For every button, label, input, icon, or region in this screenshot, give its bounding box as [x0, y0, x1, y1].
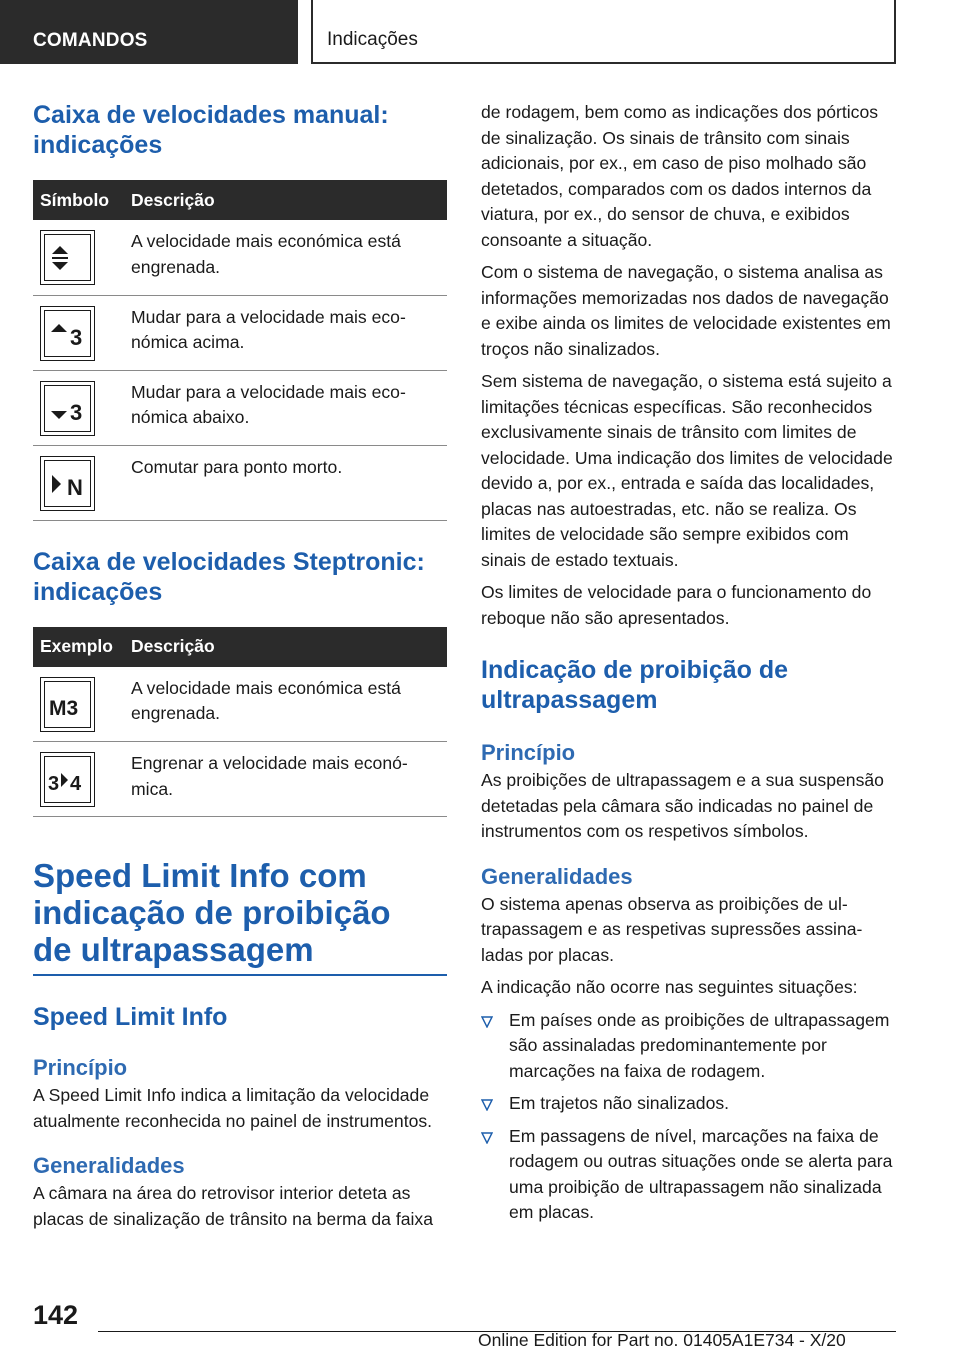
- shift-to-neutral-icon: [40, 456, 95, 511]
- general-text-no-navigation: Sem sistema de navegação, o sistema está sujeito a limitações técnicas específicas. São reconhecidos exclusivamente sinais de trânsito com limites de velocidade. Uma indicação dos limites de velocidade devido a, por ex., entrada e saída das localidades, placas nas autoestradas, etc. não se realiza. Os limites de velocidade são sempre exibidos com sinais de estado textuais.: [481, 371, 893, 570]
- edition-text: Online Edition for Part no. 01405A1E734 - X/20: [478, 1330, 846, 1350]
- row-desc: Mudar para a velocidade mais económica abaixo.: [131, 370, 447, 445]
- table-row: [33, 742, 447, 817]
- col-desc-header: Descrição: [131, 627, 447, 667]
- svg-text:M3: M3: [49, 696, 79, 720]
- subsection-tab: Indicações: [311, 0, 896, 64]
- list-item: Em trajetos não sinalizados.: [481, 1091, 897, 1117]
- svg-text:3: 3: [70, 399, 83, 425]
- general-text-continued-para: de rodagem, bem como as indicações dos pórticos de sinalização. Os sinais de trânsito com sinais adicionais, por ex., em caso de piso molhado são detetados, comparados com os dados internos da viatura, por ex., do sensor de chuva, e exibidos consoante a situação.: [481, 102, 879, 250]
- list-item: Em passagens de nível, marcações na faixa de rodagem ou outras situações onde se alerta para uma proibição de ultrapassagem não sinalizada em placas.: [481, 1124, 897, 1226]
- page-number: 142: [33, 1300, 79, 1330]
- svg-text:3: 3: [48, 773, 60, 795]
- no-overtaking-principle-heading: Princípio: [481, 740, 576, 765]
- table-row: [33, 220, 447, 295]
- table-row: [33, 667, 447, 742]
- row-desc: A velocidade mais económica está engrenada.: [131, 667, 447, 742]
- general-heading: Generalidades: [33, 1153, 185, 1178]
- bullet-triangle-icon: [481, 1132, 493, 1144]
- situations-list: [481, 1008, 897, 1226]
- general-text-navigation: Com o sistema de navegação, o sistema analisa as informações memorizadas nos dados de navegação e exibe ainda os limites de velocidade existentes em troços não sinalizados.: [481, 262, 891, 359]
- list-item: Em países onde as proibições de ultrapassagem são assinaladas predominantemente por marcações na faixa de rodagem.: [481, 1008, 897, 1085]
- gear-shift-down-icon: [40, 381, 95, 436]
- gear-m3-icon: [40, 677, 95, 732]
- table-row: [33, 295, 447, 370]
- col-example-header: Exemplo: [33, 627, 131, 667]
- general-text-start: A câmara na área do retrovisor interior deteta as placas de sinalização de trânsito na berma da faixa: [33, 1183, 434, 1229]
- svg-text:N: N: [67, 474, 83, 500]
- steptronic-table: [33, 627, 447, 818]
- right-column: [481, 100, 897, 1226]
- manual-gearbox-table: [33, 180, 447, 521]
- manual-gearbox-heading: Caixa de velocidades manual: indicações: [33, 101, 389, 159]
- table-row: [33, 370, 447, 445]
- steptronic-heading: Caixa de velocidades Steptronic: indicações: [33, 547, 425, 606]
- no-overtaking-principle-text: As proibições de ultrapassagem e a sua suspensão detetadas pela câmara são indicadas no painel de instrumentos com os respetivos símbolos.: [481, 770, 884, 841]
- gear-3-to-4-icon: [40, 752, 95, 807]
- row-desc: Comutar para ponto morto.: [131, 445, 447, 520]
- no-overtaking-general-heading: Generalidades: [481, 863, 633, 889]
- general-text-trailer: Os limites de velocidade para o funcionamento do reboque não são apresentados.: [481, 582, 872, 628]
- gear-economy-engaged-icon: [40, 230, 95, 285]
- no-overtaking-situations-intro: A indicação não ocorre nas seguintes situações:: [481, 977, 858, 997]
- table-row: [33, 445, 447, 520]
- section-tab: COMANDOS: [0, 0, 298, 64]
- speed-limit-subheading: Speed Limit Info: [33, 1003, 228, 1031]
- principle-text: A Speed Limit Info indica a limitação da velocidade atualmente reconhecida no painel de instrumentos.: [33, 1085, 433, 1131]
- general-text-continued: [481, 100, 897, 253]
- bullet-triangle-icon: [481, 1016, 493, 1028]
- svg-text:4: 4: [70, 773, 82, 795]
- col-symbol-header: Símbolo: [33, 180, 131, 220]
- no-overtaking-heading: Indicação de proibição de ultrapassagem: [481, 656, 789, 714]
- no-overtaking-general-text: O sistema apenas observa as proibições de ultrapassagem e as respetivas supressões assinaladas por placas.: [481, 893, 863, 965]
- row-desc: Mudar para a velocidade mais económica acima.: [131, 295, 447, 370]
- row-desc: A velocidade mais económica está engrenada.: [131, 220, 447, 295]
- row-desc: Engrenar a velocidade mais económica.: [131, 742, 447, 817]
- gear-shift-up-icon: [40, 306, 95, 361]
- speed-limit-main-heading: Speed Limit Info com indicação de proibição de ultrapassagem: [33, 857, 391, 968]
- heading-rule: [33, 974, 447, 976]
- bullet-triangle-icon: [481, 1099, 493, 1111]
- svg-text:3: 3: [70, 324, 83, 350]
- principle-heading: Princípio: [33, 1055, 128, 1080]
- left-column: [33, 100, 447, 1232]
- col-desc-header: Descrição: [131, 180, 447, 220]
